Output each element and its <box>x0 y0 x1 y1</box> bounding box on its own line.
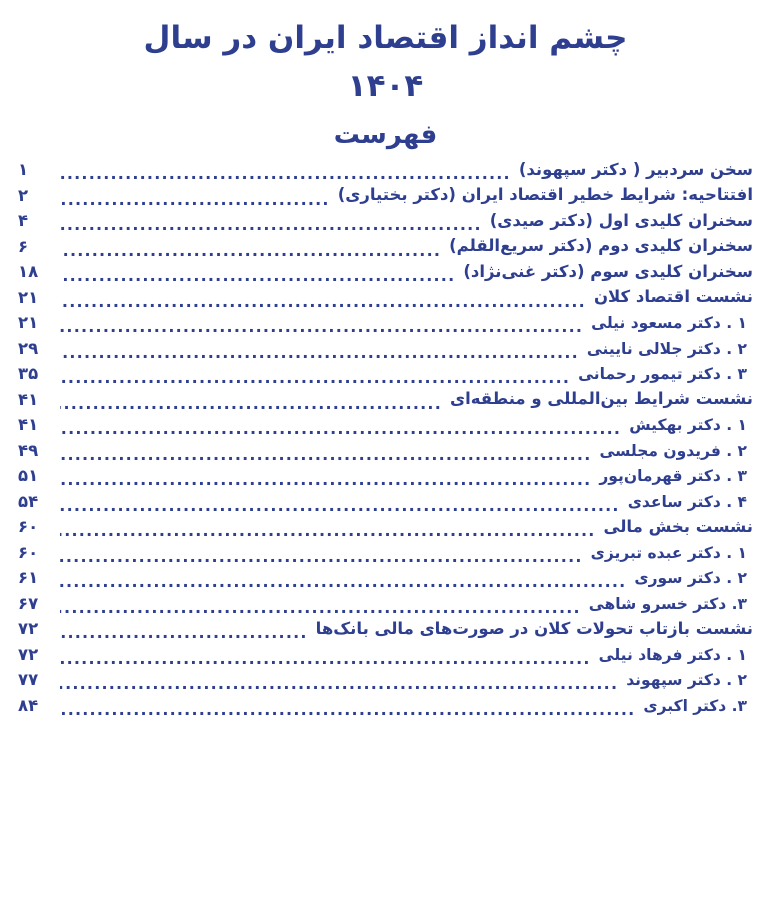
toc-entry[interactable] <box>18 543 753 562</box>
toc-entry-label: ۲ . دکتر سوری <box>634 569 747 588</box>
toc-entry[interactable] <box>18 339 753 358</box>
toc-entry-label: نشست بخش مالی <box>603 516 753 536</box>
toc-leader-dots <box>60 701 635 715</box>
toc-leader-dots <box>60 369 570 383</box>
toc-entry-page-number: ۶۰ <box>18 542 39 562</box>
toc-leader-dots <box>60 650 591 664</box>
toc-entry-label: نشست اقتصاد کلان <box>593 287 753 307</box>
toc-entry-page-number: ۴۱ <box>18 389 39 409</box>
toc-leader-dots <box>60 420 621 434</box>
toc-leader-dots <box>60 191 330 205</box>
toc-entry[interactable] <box>18 517 753 536</box>
toc-entry-page-number: ۵۱ <box>18 466 39 486</box>
toc-entry[interactable] <box>18 696 753 715</box>
toc-leader-dots <box>60 471 591 485</box>
toc-entry-page-number: ۷۷ <box>18 670 39 690</box>
toc-entry-page-number: ۲۱ <box>18 313 39 333</box>
toc-entry-page-number: ۲۹ <box>18 338 39 358</box>
toc-entry-label: ۲ . فریدون مجلسی <box>599 441 747 460</box>
toc-entry-page-number: ۸۴ <box>18 695 39 715</box>
toc-entry[interactable] <box>18 211 753 230</box>
toc-entry-page-number: ۵۴ <box>18 491 39 511</box>
toc-entry[interactable] <box>18 594 753 613</box>
toc-entry-label: سخن سردبیر ( دکتر سپهوند) <box>518 159 753 179</box>
toc-entry-label: ۲ . دکتر سپهوند <box>626 671 747 690</box>
toc-entry[interactable] <box>18 645 753 664</box>
toc-entry-label: نشست شرایط بین‌المللی و منطقه‌ای <box>449 389 753 409</box>
toc-entry-label: ۱ . دکتر بهکیش <box>629 416 747 435</box>
toc-entry-label: سخنران کلیدی دوم (دکتر سریع‌القلم) <box>449 236 753 256</box>
toc-entry-label: ۳ . دکتر قهرمان‌پور <box>599 467 747 486</box>
document-title <box>0 0 771 110</box>
toc-leader-dots <box>60 267 455 281</box>
toc-entry[interactable] <box>18 670 753 689</box>
toc-entry-label: ۳. دکتر اکبری <box>643 696 747 715</box>
toc-leader-dots <box>60 446 591 460</box>
toc-leader-dots <box>60 165 511 179</box>
toc-entry-page-number: ۶۰ <box>18 517 39 537</box>
toc-entry-page-number: ۷۲ <box>18 644 39 664</box>
toc-entry[interactable] <box>18 364 753 383</box>
toc-leader-dots <box>60 216 482 230</box>
toc-entry-page-number: ۲۱ <box>18 287 39 307</box>
toc-entry-page-number: ۶۱ <box>18 568 39 588</box>
toc-entry-page-number: ۶۷ <box>18 593 39 613</box>
toc-entry-label: نشست بازتاب تحولات کلان در صورت‌های مالی بانک‌ها <box>315 618 753 638</box>
toc-entry[interactable] <box>18 313 753 332</box>
toc-entry-label: ۱ . دکتر مسعود نیلی <box>591 314 747 333</box>
toc-leader-dots <box>60 242 441 256</box>
table-of-contents <box>0 160 771 715</box>
toc-entry[interactable] <box>18 492 753 511</box>
toc-leader-dots <box>60 318 583 332</box>
toc-entry[interactable] <box>18 288 753 307</box>
toc-entry-label: ۳. دکتر خسرو شاهی <box>588 594 747 613</box>
toc-entry-label: سخنران کلیدی سوم (دکتر غنی‌نژاد) <box>463 261 753 281</box>
toc-entry-label: سخنران کلیدی اول (دکتر صیدی) <box>489 210 753 230</box>
toc-entry[interactable] <box>18 441 753 460</box>
toc-leader-dots <box>60 624 308 638</box>
toc-leader-dots <box>60 395 442 409</box>
document-title-line-1: چشم انداز اقتصاد ایران در سال <box>143 20 628 56</box>
toc-entry[interactable] <box>18 237 753 256</box>
toc-entry[interactable] <box>18 390 753 409</box>
toc-entry-page-number: ۶ <box>18 236 29 256</box>
toc-leader-dots <box>60 497 620 511</box>
toc-entry-page-number: ۴ <box>18 211 29 231</box>
toc-entry[interactable] <box>18 262 753 281</box>
toc-entry[interactable] <box>18 186 753 205</box>
toc-leader-dots <box>60 548 583 562</box>
toc-leader-dots <box>60 573 626 587</box>
toc-entry-page-number: ۷۲ <box>18 619 39 639</box>
toc-entry-page-number: ۱ <box>18 160 29 180</box>
toc-leader-dots <box>60 522 596 536</box>
toc-leader-dots <box>60 293 586 307</box>
toc-entry-page-number: ۳۵ <box>18 364 39 384</box>
toc-entry-label: ۱ . دکتر فرهاد نیلی <box>598 645 747 664</box>
toc-entry-label: ۴ . دکتر ساعدی <box>627 492 747 511</box>
toc-entry[interactable] <box>18 466 753 485</box>
document-title-line-2: ۱۴۰۴ <box>347 68 424 105</box>
toc-entry-label: ۱ . دکتر عبده تبریزی <box>590 543 747 562</box>
toc-entry-page-number: ۲ <box>18 185 29 205</box>
toc-leader-dots <box>60 675 618 689</box>
toc-entry-page-number: ۱۸ <box>18 262 39 282</box>
toc-entry[interactable] <box>18 160 753 179</box>
toc-entry[interactable] <box>18 619 753 638</box>
toc-heading: فهرست <box>333 120 438 151</box>
toc-entry[interactable] <box>18 415 753 434</box>
toc-entry-label: افتتاحیه: شرایط خطیر اقتصاد ایران (دکتر بختیاری) <box>337 185 753 205</box>
toc-leader-dots <box>60 599 581 613</box>
toc-entry-page-number: ۴۹ <box>18 440 39 460</box>
toc-entry-label: ۳ . دکتر تیمور رحمانی <box>578 365 747 384</box>
toc-leader-dots <box>60 344 579 358</box>
toc-entry-label: ۲ . دکتر جلالی نایینی <box>586 339 747 358</box>
toc-entry[interactable] <box>18 568 753 587</box>
toc-entry-page-number: ۴۱ <box>18 415 39 435</box>
